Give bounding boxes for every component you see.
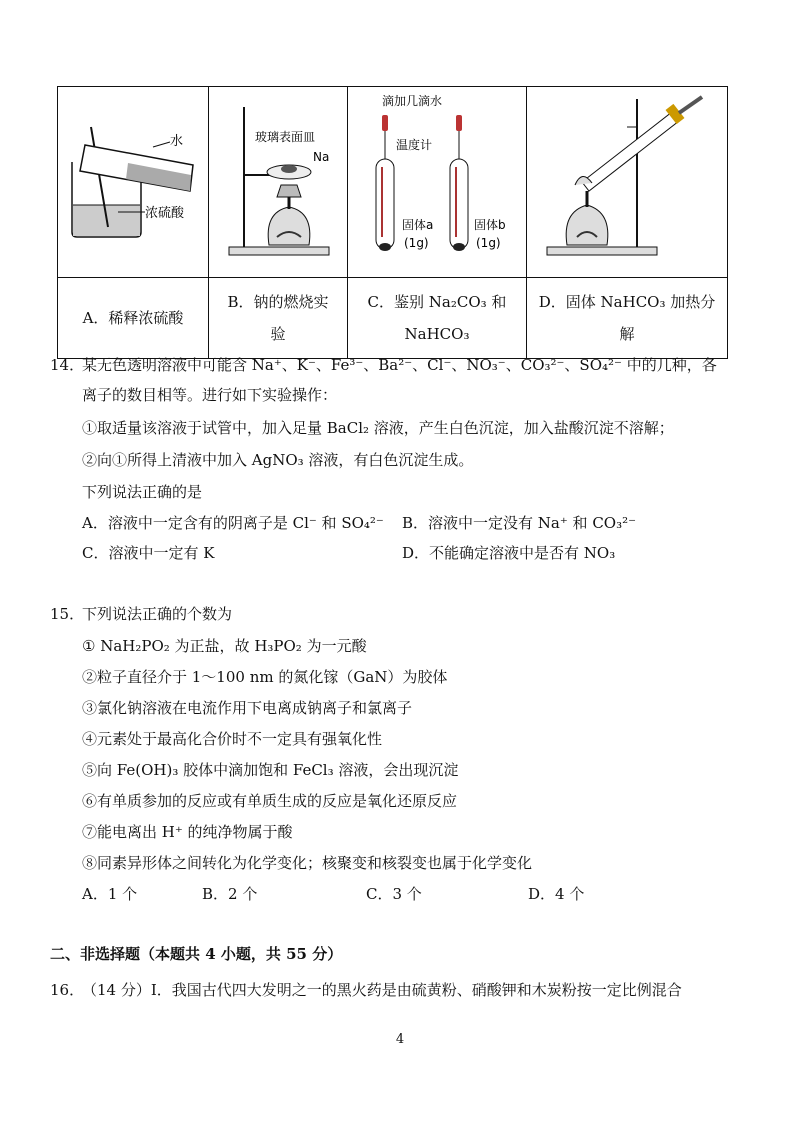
- figure-d-heating: [527, 87, 727, 273]
- q15-number: 15．: [50, 605, 85, 623]
- q15-item-1: ① NaH₂PO₂ 为正盐，故 H₃PO₂ 为一元酸: [82, 637, 367, 655]
- q14-option-a: A．溶液中一定含有的阴离子是 Cl⁻ 和 SO₄²⁻: [82, 514, 384, 532]
- solid-a-mass: (1g): [404, 236, 429, 250]
- q16-text: （14 分）Ⅰ．我国古代四大发明之一的黑火药是由硫黄粉、硝酸钾和木炭粉按一定比例混合: [82, 981, 682, 999]
- dish-label: 玻璃表面皿: [255, 130, 316, 144]
- section-2-heading: 二、非选择题（本题共 4 小题，共 55 分）: [50, 945, 343, 963]
- q15-option-a: A．1 个: [82, 885, 138, 903]
- q15-item-8: ⑧同素异形体之间转化为化学变化；核聚变和核裂变也属于化学变化: [82, 854, 533, 872]
- figure-c-tubes: [348, 87, 526, 273]
- water-label: 水: [170, 134, 184, 149]
- figure-c-cell: [348, 87, 527, 278]
- q15-option-c: C．3 个: [366, 885, 422, 903]
- q15-item-5: ⑤向 Fe(OH)₃ 胶体中滴加饱和 FeCl₃ 溶液，会出现沉淀: [82, 761, 459, 779]
- q15-item-7: ⑦能电离出 H⁺ 的纯净物属于酸: [82, 823, 293, 841]
- page-number: 4: [395, 1032, 405, 1047]
- figure-d-cell: [527, 87, 728, 278]
- caption-c: C．鉴别 Na₂CO₃ 和 NaHCO₃: [348, 278, 527, 359]
- q14-option-c: C．溶液中一定有 K: [82, 544, 215, 562]
- q15-stem: 下列说法正确的个数为: [82, 605, 233, 623]
- q15-item-2: ②粒子直径介于 1～100 nm 的氮化镓（GaN）为胶体: [82, 668, 448, 686]
- caption-a: A．稀释浓硫酸: [58, 278, 209, 359]
- na-label: Na: [313, 150, 330, 164]
- q14-option-d: D．不能确定溶液中是否有 NO₃: [402, 544, 616, 562]
- caption-d: D．固体 NaHCO₃ 加热分 解: [527, 278, 728, 359]
- thermo-label: 温度计: [396, 138, 433, 152]
- q14-step1: ①取适量该溶液于试管中，加入足量 BaCl₂ 溶液，产生白色沉淀，加入盐酸沉淀不溶解；: [82, 419, 674, 437]
- acid-label: 浓硫酸: [145, 206, 185, 221]
- figure-b-sodium: [209, 87, 347, 273]
- q15-option-d: D．4 个: [528, 885, 585, 903]
- caption-b: B．钠的燃烧实 验: [209, 278, 348, 359]
- q15-item-3: ③氯化钠溶液在电流作用下电离成钠离子和氯离子: [82, 699, 413, 717]
- q14-stem-line2: 离子的数目相等。进行如下实验操作：: [82, 386, 338, 404]
- solid-a-label: 固体a: [402, 218, 434, 232]
- q14-stem-line1: 某无色透明溶液中可能含 Na⁺、K⁻、Fe³⁻、Ba²⁻、Cl⁻、NO₃⁻、CO₃²⁻、SO₄²⁻ 中的几种，各: [82, 356, 717, 374]
- q15-item-6: ⑥有单质参加的反应或有单质生成的反应是氧化还原反应: [82, 792, 458, 810]
- q14-question: 下列说法正确的是: [82, 483, 203, 501]
- drop-label: 滴加几滴水: [382, 94, 443, 108]
- q14-option-b: B．溶液中一定没有 Na⁺ 和 CO₃²⁻: [402, 514, 637, 532]
- experiment-table: [57, 86, 728, 359]
- solid-b-label: 固体b: [474, 218, 506, 232]
- q15-option-b: B．2 个: [202, 885, 258, 903]
- q16-number: 16．: [50, 981, 85, 999]
- q15-item-4: ④元素处于最高化合价时不一定具有强氧化性: [82, 730, 383, 748]
- figure-b-cell: [209, 87, 348, 278]
- q14-step2: ②向①所得上清液中加入 AgNO₃ 溶液，有白色沉淀生成。: [82, 451, 474, 469]
- figure-a-cell: [58, 87, 209, 278]
- solid-b-mass: (1g): [476, 236, 501, 250]
- figure-a-dilution: [58, 87, 208, 273]
- q14-number: 14．: [50, 356, 85, 374]
